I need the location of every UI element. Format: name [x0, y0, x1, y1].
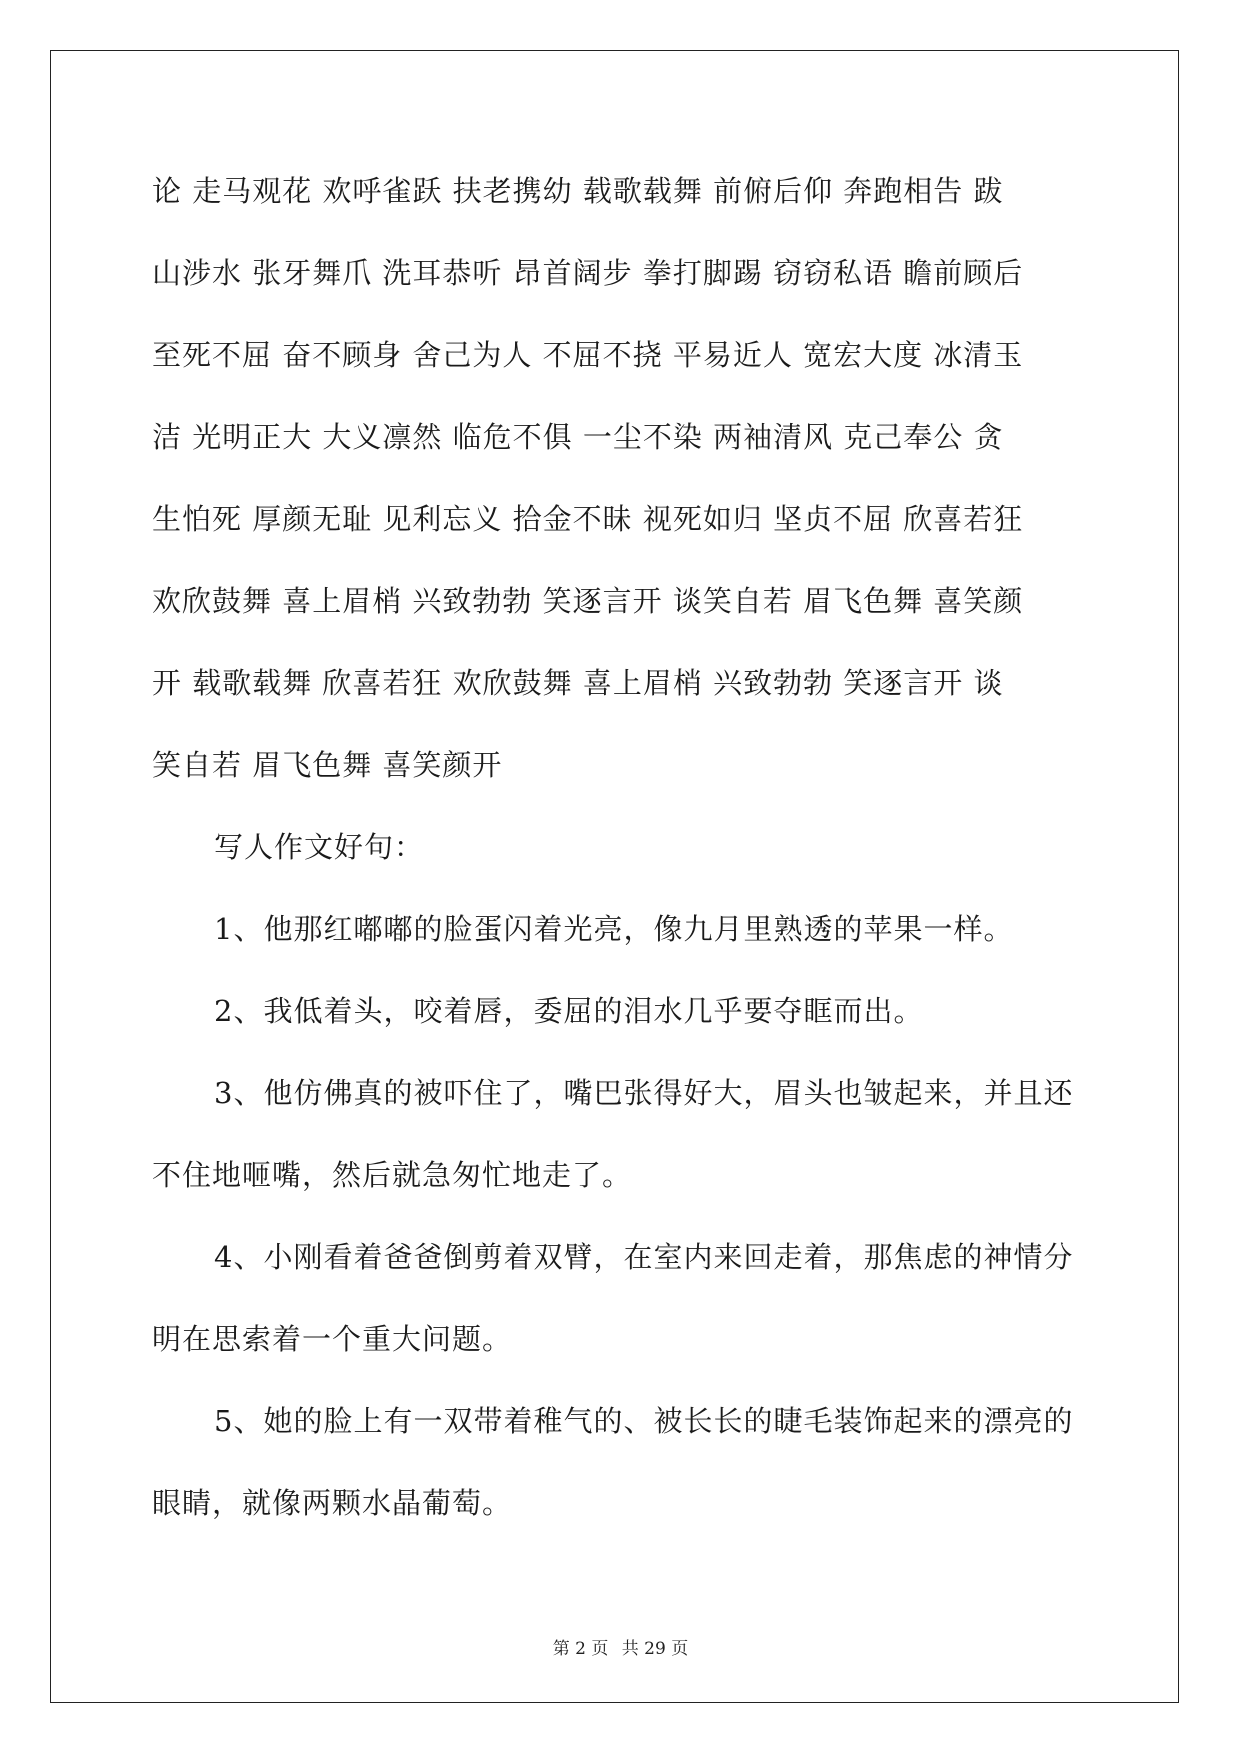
text-line: 论 走马观花 欢呼雀跃 扶老携幼 载歌载舞 前俯后仰 奔跑相告 跋	[152, 174, 1004, 208]
text-line: 生怕死 厚颜无耻 见利忘义 拾金不昧 视死如归 坚贞不屈 欣喜若狂	[152, 502, 1024, 536]
text-line: 至死不屈 奋不顾身 舍己为人 不屈不挠 平易近人 宽宏大度 冰清玉	[152, 338, 1024, 372]
document-body	[152, 150, 1084, 1544]
text-line: 洁 光明正大 大义凛然 临危不俱 一尘不染 两袖清风 克己奉公 贪	[152, 420, 1004, 454]
page-total: 共 29 页	[621, 1639, 689, 1659]
text-line: 开 载歌载舞 欣喜若狂 欢欣鼓舞 喜上眉梢 兴致勃勃 笑逐言开 谈	[152, 666, 1004, 700]
text-line: 明在思索着一个重大问题。	[152, 1322, 513, 1356]
text-line: 4、小刚看着爸爸倒剪着双臂，在室内来回走着，那焦虑的神情分	[214, 1240, 1074, 1274]
text-line: 2、我低着头，咬着唇，委屈的泪水几乎要夺眶而出。	[214, 994, 924, 1028]
text-line: 5、她的脸上有一双带着稚气的、被长长的睫毛装饰起来的漂亮的	[214, 1404, 1074, 1438]
page-number: 第 2 页	[552, 1639, 609, 1659]
section-heading: 写人作文好句：	[214, 830, 425, 864]
text-line: 不住地咂嘴，然后就急匆忙地走了。	[152, 1158, 633, 1192]
text-line: 笑自若 眉飞色舞 喜笑颜开	[152, 748, 503, 782]
text-line: 1、他那红嘟嘟的脸蛋闪着光亮，像九月里熟透的苹果一样。	[214, 912, 1014, 946]
text-line: 3、他仿佛真的被吓住了，嘴巴张得好大，眉头也皱起来，并且还	[214, 1076, 1074, 1110]
page-footer	[0, 1634, 1241, 1659]
text-line: 眼睛，就像两颗水晶葡萄。	[152, 1486, 513, 1520]
text-line: 欢欣鼓舞 喜上眉梢 兴致勃勃 笑逐言开 谈笑自若 眉飞色舞 喜笑颜	[152, 584, 1024, 618]
text-line: 山涉水 张牙舞爪 洗耳恭听 昂首阔步 拳打脚踢 窃窃私语 瞻前顾后	[152, 256, 1024, 290]
